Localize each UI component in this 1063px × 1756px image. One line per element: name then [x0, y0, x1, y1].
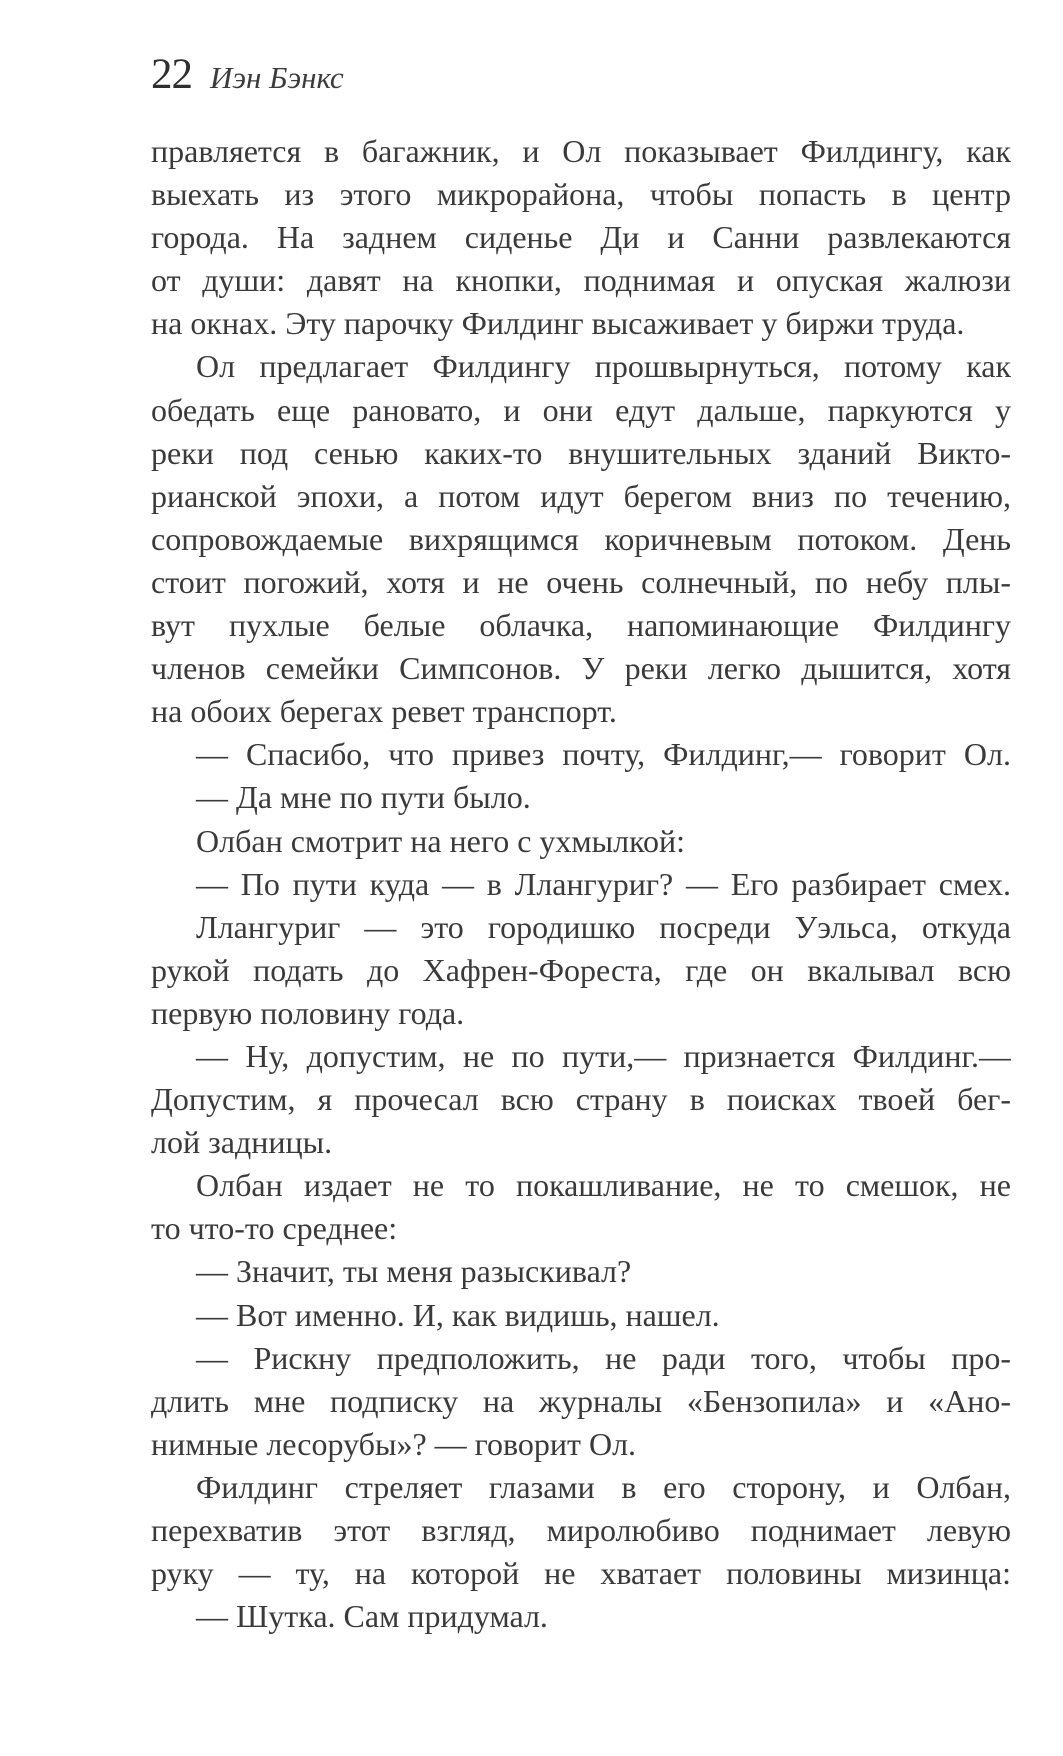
- text-line: длить мне подписку на журналы «Бензопила» и «Ано-: [151, 1382, 1011, 1419]
- text-line: Допустим, я прочесал всю страну в поисках твоей бег-: [151, 1081, 1011, 1118]
- text-line: рукой подать до Хафрен-Фореста, где он вкалывал всю: [151, 951, 1011, 988]
- text-line: рианской эпохи, а потом идут берегом вниз по течению,: [151, 477, 1011, 514]
- text-line: выехать из этого микрорайона, чтобы попасть в центр: [151, 176, 1011, 213]
- text-line: нимные лесорубы»? — говорит Ол.: [151, 1425, 637, 1462]
- text-line: правляется в багажник, и Ол показывает Филдингу, как: [151, 133, 1011, 169]
- text-line: членов семейки Симпсонов. У реки легко дышится, хотя: [151, 650, 1011, 687]
- text-line: перехватив этот взгляд, миролюбиво поднимает левую: [151, 1512, 1011, 1548]
- text-line: от души: давят на кнопки, поднимая и опуская жалюзи: [151, 262, 1011, 299]
- text-line: города. На заднем сиденье Ди и Санни развлекаются: [151, 219, 1011, 256]
- text-line: — Ну, допустим, не по пути,— признается Филдинг.—: [196, 1037, 1011, 1074]
- text-line: стоит погожий, хотя и не очень солнечный, по небу плы-: [151, 563, 1011, 600]
- text-line: — Рискну предположить, не ради того, чтобы про-: [196, 1339, 1011, 1376]
- page-number: 22: [151, 51, 192, 98]
- text-line: руку — ту, на которой не хватает половины мизинца:: [151, 1555, 1011, 1592]
- text-line: — Шутка. Сам придумал.: [196, 1598, 548, 1635]
- text-line: обедать еще рановато, и они едут дальше, паркуются у: [151, 391, 1011, 428]
- text-line: — Вот именно. И, как видишь, нашел.: [196, 1296, 720, 1333]
- text-line: на обоих берегах ревет транспорт.: [151, 693, 617, 730]
- body-text: [151, 130, 1011, 1638]
- text-line: Ллангуриг — это городишко посреди Уэльса, откуда: [196, 908, 1011, 945]
- text-line: Ол предлагает Филдингу прошвырнуться, потому как: [196, 348, 1011, 385]
- page-header: [151, 50, 344, 106]
- text-line: сопровождаемые вихрящимся коричневым потоком. День: [151, 520, 1011, 557]
- text-line: — По пути куда — в Ллангуриг? — Его разбирает смех.: [196, 865, 1011, 902]
- text-line: на окнах. Эту парочку Филдинг высаживает у биржи труда.: [151, 305, 965, 342]
- text-line: Филдинг стреляет глазами в его сторону, и Олбан,: [196, 1468, 1011, 1505]
- text-line: — Да мне по пути было.: [196, 779, 531, 816]
- text-line: первую половину года.: [151, 994, 465, 1031]
- text-line: Олбан издает не то покашливание, не то смешок, не: [196, 1167, 1011, 1204]
- text-line: реки под сенью каких-то внушительных зданий Викто-: [151, 434, 1011, 471]
- text-line: — Значит, ты меня разыскивал?: [196, 1253, 632, 1290]
- text-line: лой задницы.: [151, 1124, 333, 1161]
- text-line: Олбан смотрит на него с ухмылкой:: [196, 822, 686, 859]
- text-line: — Спасибо, что привез почту, Филдинг,— говорит Ол.: [196, 736, 1011, 773]
- running-head-author: Иэн Бэнкс: [210, 60, 344, 95]
- text-line: то что-то среднее:: [151, 1210, 398, 1247]
- text-line: вут пухлые белые облачка, напоминающие Филдингу: [151, 607, 1011, 644]
